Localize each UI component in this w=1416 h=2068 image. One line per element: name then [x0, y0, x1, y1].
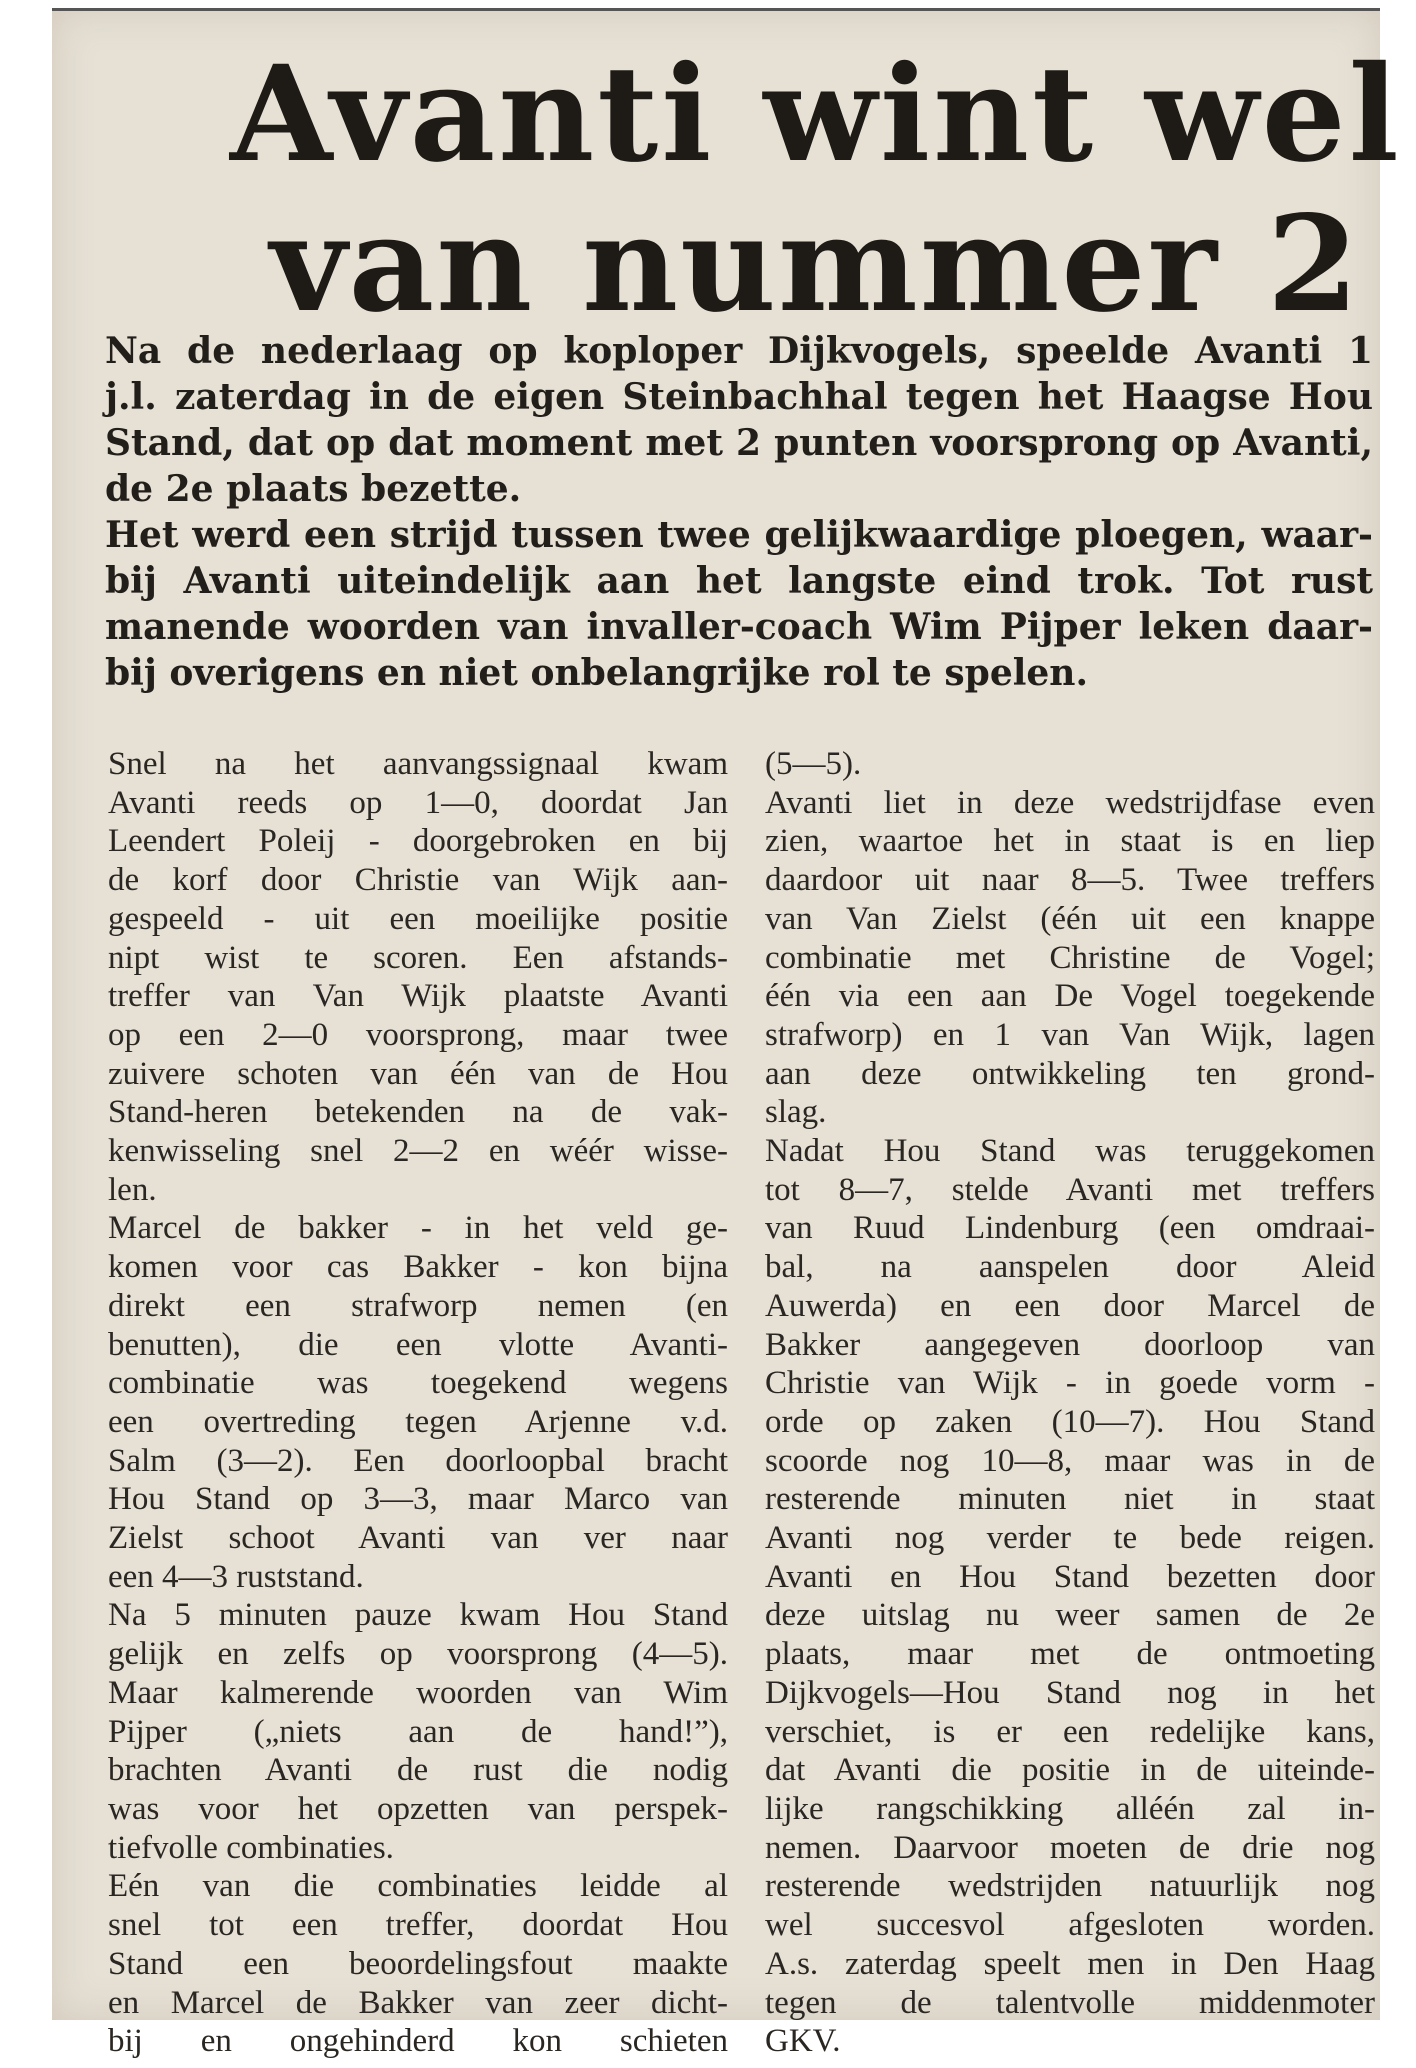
lead-line: Stand, dat op dat moment met 2 punten voorsprong op Avanti, [105, 422, 1373, 464]
body-line: nemen. Daarvoor moeten de drie nog [765, 1829, 1375, 1866]
body-line: een 4—3 ruststand. [108, 1558, 364, 1595]
headline [170, 37, 1402, 342]
body-line: Avanti nog verder te bede reigen. [765, 1520, 1375, 1557]
top-rule [52, 8, 1380, 11]
body-line: scoorde nog 10—8, maar was in de [765, 1442, 1375, 1479]
body-line: Salm (3—2). Een doorloopbal bracht [108, 1442, 728, 1479]
body-line: combinatie was toegekend wegens [108, 1365, 728, 1402]
lead-line: manende woorden van invaller-coach Wim Pijper leken daar- [105, 606, 1373, 648]
body-line: op een 2—0 voorsprong, maar twee [108, 1016, 728, 1053]
body-column-left [108, 745, 728, 2061]
body-line: aan deze ontwikkeling ten grond- [765, 1055, 1375, 1092]
body-line: Eén van die combinaties leidde al [108, 1868, 728, 1905]
lead-line: de 2e plaats bezette. [105, 468, 522, 510]
body-line: gespeeld - uit een moeilijke positie [108, 900, 728, 937]
body-line: Leendert Poleij - doorgebroken en bij [108, 823, 728, 860]
body-line: plaats, maar met de ontmoeting [765, 1636, 1375, 1673]
body-line: strafworp) en 1 van Van Wijk, lagen [765, 1016, 1375, 1053]
lead-line: bij overigens en niet onbelangrijke rol te spelen. [105, 652, 1089, 694]
body-line: resterende wedstrijden natuurlijk nog [765, 1868, 1375, 1905]
headline-line-2: van nummer 2 [270, 187, 1361, 342]
body-line: en Marcel de Bakker van zeer dicht- [108, 1984, 728, 2021]
body-line: A.s. zaterdag speelt men in Den Haag [765, 1945, 1375, 1982]
body-line: resterende minuten niet in staat [765, 1481, 1375, 1518]
body-line: snel tot een treffer, doordat Hou [108, 1907, 728, 1944]
body-line: direkt een strafworp nemen (en [108, 1287, 728, 1324]
body-line: GKV. [765, 2023, 841, 2060]
body-line: Nadat Hou Stand was teruggekomen [765, 1133, 1375, 1170]
body-line: slag. [765, 1094, 827, 1131]
body-line: bal, na aanspelen door Aleid [765, 1249, 1375, 1286]
body-line: combinatie met Christine de Vogel; [765, 939, 1375, 976]
body-line: Hou Stand op 3—3, maar Marco van [108, 1481, 728, 1518]
body-line: Stand-heren betekenden na de vak- [108, 1094, 728, 1131]
body-line: was voor het opzetten van perspek- [108, 1790, 728, 1827]
body-line: deze uitslag nu weer samen de 2e [765, 1597, 1375, 1634]
body-line: Christie van Wijk - in goede vorm - [765, 1365, 1375, 1402]
body-line: de korf door Christie van Wijk aan- [108, 862, 728, 899]
body-line: Avanti reeds op 1—0, doordat Jan [108, 784, 728, 821]
body-line: Zielst schoot Avanti van ver naar [108, 1520, 728, 1557]
body-line: tiefvolle combinaties. [108, 1829, 394, 1866]
headline-line-1: Avanti wint wel [230, 37, 1402, 192]
body-line: zuivere schoten van één van de Hou [108, 1055, 728, 1092]
body-line: van Ruud Lindenburg (een omdraai- [765, 1210, 1375, 1247]
body-line: wel succesvol afgesloten worden. [765, 1907, 1375, 1944]
body-line: nipt wist te scoren. Een afstands- [108, 939, 728, 976]
body-line: daardoor uit naar 8—5. Twee treffers [765, 862, 1375, 899]
body-line: Stand een beoordelingsfout maakte [108, 1945, 728, 1982]
body-line: tot 8—7, stelde Avanti met treffers [765, 1171, 1375, 1208]
body-line: Avanti liet in deze wedstrijdfase even [765, 784, 1375, 821]
body-line: Snel na het aanvangssignaal kwam [108, 746, 728, 782]
body-line: zien, waartoe het in staat is en liep [765, 823, 1375, 860]
body-line: treffer van Van Wijk plaatste Avanti [108, 978, 728, 1015]
body-line: komen voor cas Bakker - kon bijna [108, 1249, 728, 1286]
body-line: brachten Avanti de rust die nodig [108, 1752, 728, 1789]
body-line: lijke rangschikking alléén zal in- [765, 1790, 1375, 1827]
lead-line: j.l. zaterdag in de eigen Steinbachhal tegen het Haagse Hou [105, 376, 1373, 418]
body-column-right [765, 745, 1375, 2061]
body-line: Avanti en Hou Stand bezetten door [765, 1558, 1375, 1595]
lead-line: Het werd een strijd tussen twee gelijkwaardige ploegen, waar- [105, 514, 1373, 556]
body-line: Marcel de bakker - in het veld ge- [108, 1210, 728, 1247]
body-line: van Van Zielst (één uit een knappe [765, 900, 1375, 937]
body-line: tegen de talentvolle middenmoter [765, 1984, 1375, 2021]
body-line: verschiet, is er een redelijke kans, [765, 1713, 1375, 1750]
body-line: orde op zaken (10—7). Hou Stand [765, 1403, 1375, 1440]
body-line: één via een aan De Vogel toegekende [765, 978, 1375, 1015]
body-line: benutten), die een vlotte Avanti- [108, 1326, 728, 1363]
lead-paragraph [105, 328, 1373, 696]
body-line: len. [108, 1171, 157, 1208]
lead-line: bij Avanti uiteindelijk aan het langste eind trok. Tot rust [105, 560, 1373, 602]
body-line: Auwerda) en een door Marcel de [765, 1287, 1375, 1324]
body-line: gelijk en zelfs op voorsprong (4—5). [108, 1636, 728, 1673]
body-line: een overtreding tegen Arjenne v.d. [108, 1403, 728, 1440]
body-line: dat Avanti die positie in de uiteinde- [765, 1752, 1375, 1789]
body-line: Pijper („niets aan de hand!”), [108, 1713, 728, 1750]
body-line: Bakker aangegeven doorloop van [765, 1326, 1375, 1363]
body-line: kenwisseling snel 2—2 en wéér wisse- [108, 1133, 728, 1170]
body-line: Na 5 minuten pauze kwam Hou Stand [108, 1597, 728, 1634]
body-line: (5—5). [765, 746, 862, 782]
body-line: Dijkvogels—Hou Stand nog in het [765, 1674, 1375, 1711]
body-line: Maar kalmerende woorden van Wim [108, 1674, 728, 1711]
lead-line: Na de nederlaag op koploper Dijkvogels, speelde Avanti 1 [105, 330, 1373, 372]
body-line: bij en ongehinderd kon schieten [108, 2023, 728, 2060]
